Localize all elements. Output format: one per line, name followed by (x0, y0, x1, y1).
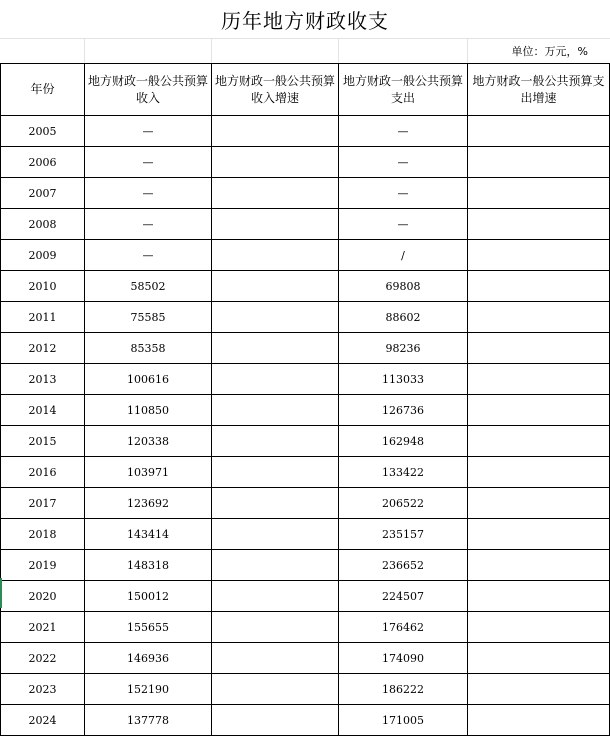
cell-revenue[interactable]: 103971 (85, 457, 212, 488)
cell-revenue-growth[interactable] (212, 147, 339, 178)
table-row (1, 333, 610, 364)
table-row (1, 302, 610, 333)
header-revenue-growth[interactable]: 地方财政一般公共预算收入增速 (212, 64, 339, 116)
cell-expenditure-growth[interactable] (468, 581, 610, 612)
cell-year[interactable]: 2008 (1, 209, 85, 240)
cell-expenditure-growth[interactable] (468, 488, 610, 519)
cell-revenue[interactable]: — (85, 147, 212, 178)
cell-revenue-growth[interactable] (212, 519, 339, 550)
cell-expenditure-growth[interactable] (468, 612, 610, 643)
cell-expenditure[interactable]: / (339, 240, 468, 271)
cell-expenditure[interactable]: 176462 (339, 612, 468, 643)
cell-expenditure[interactable]: 133422 (339, 457, 468, 488)
cell-revenue[interactable]: 137778 (85, 705, 212, 736)
cell-expenditure-growth[interactable] (468, 271, 610, 302)
active-row-marker (0, 578, 2, 608)
cell-revenue[interactable]: — (85, 240, 212, 271)
cell-revenue[interactable]: 150012 (85, 581, 212, 612)
cell-revenue-growth[interactable] (212, 643, 339, 674)
cell-expenditure[interactable]: — (339, 178, 468, 209)
cell-expenditure-growth[interactable] (468, 705, 610, 736)
sheet-title[interactable]: 历年地方财政收支 (0, 0, 610, 39)
cell-year[interactable]: 2009 (1, 240, 85, 271)
table-row (1, 643, 610, 674)
cell-revenue[interactable]: 85358 (85, 333, 212, 364)
table-row (1, 240, 610, 271)
cell-expenditure[interactable]: 206522 (339, 488, 468, 519)
header-revenue[interactable]: 地方财政一般公共预算收入 (85, 64, 212, 116)
cell-revenue[interactable]: 152190 (85, 674, 212, 705)
cell-expenditure[interactable]: 171005 (339, 705, 468, 736)
cell-revenue[interactable]: 110850 (85, 395, 212, 426)
cell-year[interactable]: 2023 (1, 674, 85, 705)
cell-year[interactable]: 2019 (1, 550, 85, 581)
cell-year[interactable]: 2005 (1, 116, 85, 147)
cell-revenue-growth[interactable] (212, 705, 339, 736)
cell-year[interactable]: 2006 (1, 147, 85, 178)
cell-expenditure[interactable]: 126736 (339, 395, 468, 426)
cell-expenditure[interactable]: 98236 (339, 333, 468, 364)
cell-revenue-growth[interactable] (212, 271, 339, 302)
cell-revenue[interactable]: 75585 (85, 302, 212, 333)
cell-revenue[interactable]: 155655 (85, 612, 212, 643)
cell-year[interactable]: 2015 (1, 426, 85, 457)
cell-revenue-growth[interactable] (212, 612, 339, 643)
table-row (1, 612, 610, 643)
cell-year[interactable]: 2016 (1, 457, 85, 488)
table-row (1, 395, 610, 426)
header-expenditure-growth[interactable]: 地方财政一般公共预算支出增速 (468, 64, 610, 116)
cell-expenditure[interactable]: 174090 (339, 643, 468, 674)
cell-revenue-growth[interactable] (212, 209, 339, 240)
table-row (1, 209, 610, 240)
cell-expenditure[interactable]: 69808 (339, 271, 468, 302)
cell-year[interactable]: 2013 (1, 364, 85, 395)
cell-revenue-growth[interactable] (212, 116, 339, 147)
cell-expenditure-growth[interactable] (468, 550, 610, 581)
cell-expenditure-growth[interactable] (468, 643, 610, 674)
header-expenditure[interactable]: 地方财政一般公共预算支出 (339, 64, 468, 116)
cell-revenue[interactable]: 100616 (85, 364, 212, 395)
cell-expenditure[interactable]: 224507 (339, 581, 468, 612)
finance-table (0, 63, 610, 736)
cell-expenditure-growth[interactable] (468, 426, 610, 457)
table-row (1, 364, 610, 395)
cell-expenditure-growth[interactable] (468, 240, 610, 271)
table-row (1, 674, 610, 705)
table-row (1, 705, 610, 736)
cell-revenue-growth[interactable] (212, 240, 339, 271)
cell-expenditure-growth[interactable] (468, 519, 610, 550)
cell-revenue[interactable]: — (85, 209, 212, 240)
cell-revenue[interactable]: 146936 (85, 643, 212, 674)
table-row (1, 550, 610, 581)
cell-revenue-growth[interactable] (212, 395, 339, 426)
cell-revenue[interactable]: 143414 (85, 519, 212, 550)
cell-year[interactable]: 2017 (1, 488, 85, 519)
unit-row[interactable] (0, 38, 610, 63)
cell-revenue[interactable]: 120338 (85, 426, 212, 457)
cell-expenditure-growth[interactable] (468, 457, 610, 488)
cell-expenditure[interactable]: — (339, 116, 468, 147)
cell-expenditure-growth[interactable] (468, 674, 610, 705)
cell-revenue-growth[interactable] (212, 178, 339, 209)
cell-expenditure-growth[interactable] (468, 364, 610, 395)
cell-revenue[interactable]: 58502 (85, 271, 212, 302)
cell-revenue-growth[interactable] (212, 488, 339, 519)
table-body (1, 116, 610, 736)
table-row (1, 457, 610, 488)
cell-year[interactable]: 2012 (1, 333, 85, 364)
cell-revenue[interactable]: 123692 (85, 488, 212, 519)
cell-revenue[interactable]: — (85, 116, 212, 147)
cell-expenditure[interactable]: 113033 (339, 364, 468, 395)
table-row (1, 519, 610, 550)
cell-expenditure[interactable]: 162948 (339, 426, 468, 457)
cell-revenue-growth[interactable] (212, 364, 339, 395)
header-year[interactable]: 年份 (1, 64, 85, 116)
cell-revenue-growth[interactable] (212, 333, 339, 364)
cell-expenditure-growth[interactable] (468, 116, 610, 147)
cell-expenditure[interactable]: — (339, 147, 468, 178)
cell-expenditure-growth[interactable] (468, 209, 610, 240)
cell-revenue-growth[interactable] (212, 550, 339, 581)
cell-revenue-growth[interactable] (212, 426, 339, 457)
cell-revenue-growth[interactable] (212, 581, 339, 612)
cell-expenditure[interactable]: — (339, 209, 468, 240)
cell-expenditure[interactable]: 235157 (339, 519, 468, 550)
cell-year[interactable]: 2021 (1, 612, 85, 643)
table-row (1, 271, 610, 302)
table-row (1, 116, 610, 147)
cell-revenue[interactable]: 148318 (85, 550, 212, 581)
cell-year[interactable]: 2024 (1, 705, 85, 736)
cell-revenue-growth[interactable] (212, 302, 339, 333)
cell-year[interactable]: 2010 (1, 271, 85, 302)
cell-revenue-growth[interactable] (212, 457, 339, 488)
cell-year[interactable]: 2022 (1, 643, 85, 674)
cell-year[interactable]: 2007 (1, 178, 85, 209)
cell-expenditure[interactable]: 88602 (339, 302, 468, 333)
table-row (1, 581, 610, 612)
cell-expenditure-growth[interactable] (468, 178, 610, 209)
cell-year[interactable]: 2014 (1, 395, 85, 426)
table-row (1, 178, 610, 209)
cell-expenditure[interactable]: 186222 (339, 674, 468, 705)
cell-expenditure-growth[interactable] (468, 333, 610, 364)
cell-revenue-growth[interactable] (212, 674, 339, 705)
cell-year[interactable]: 2020 (1, 581, 85, 612)
cell-expenditure[interactable]: 236652 (339, 550, 468, 581)
header-row (1, 64, 610, 116)
cell-expenditure-growth[interactable] (468, 302, 610, 333)
table-row (1, 147, 610, 178)
cell-expenditure-growth[interactable] (468, 147, 610, 178)
unit-label: 单位：万元，% (511, 44, 588, 58)
table-row (1, 488, 610, 519)
cell-revenue[interactable]: — (85, 178, 212, 209)
cell-expenditure-growth[interactable] (468, 395, 610, 426)
table-row (1, 426, 610, 457)
cell-year[interactable]: 2011 (1, 302, 85, 333)
cell-year[interactable]: 2018 (1, 519, 85, 550)
